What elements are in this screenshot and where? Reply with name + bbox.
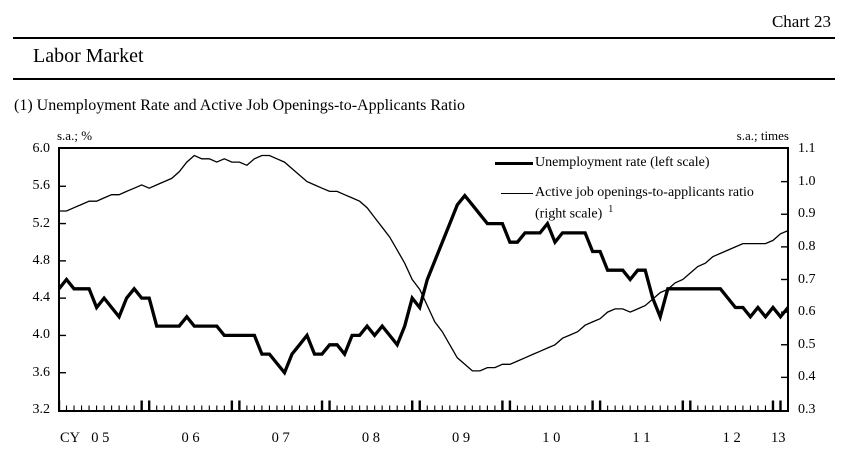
right-axis-tick-label: 0.9 (798, 206, 816, 222)
legend (495, 154, 754, 236)
right-axis-tick-label: 0.4 (798, 369, 816, 385)
x-axis-prefix: CY (60, 430, 81, 446)
left-axis-tick-label: 3.2 (32, 402, 50, 417)
thin-line-swatch (501, 193, 533, 194)
chart-number: Chart 23 (771, 12, 831, 31)
x-axis-year-label: 13 (770, 430, 786, 446)
right-axis-tick-label: 0.7 (798, 271, 816, 287)
page-title: Labor Market (33, 45, 144, 67)
right-axis-tick-label: 0.6 (798, 304, 816, 320)
right-axis-tick-label: 0.5 (798, 336, 816, 352)
x-axis-year-label: 0 5 (91, 430, 110, 446)
x-axis-year-label: 1 2 (722, 430, 741, 446)
legend-label-ratio-line2: (right scale) (535, 206, 603, 222)
left-axis-unit-label: s.a.; % (57, 128, 93, 143)
legend-label-ratio-line1: Active job openings-to-applicants ratio (535, 185, 754, 200)
x-axis-year-label: 0 9 (452, 430, 471, 446)
right-axis-tick-label: 1.0 (798, 173, 816, 189)
panel-subtitle: (1) Unemployment Rate and Active Job Openings-to-Applicants Ratio (14, 97, 466, 114)
left-axis-tick-label: 4.4 (32, 290, 50, 306)
left-axis-tick-label: 3.6 (32, 364, 50, 380)
legend-item-ratio (495, 184, 754, 223)
x-axis-year-label: 0 6 (181, 430, 200, 446)
right-axis-tick-label: 0.8 (798, 238, 816, 254)
thick-line-swatch (495, 162, 533, 165)
left-axis-tick-label: 5.2 (32, 215, 50, 231)
x-axis-year-label: 0 8 (361, 430, 380, 446)
right-axis-unit-label: s.a.; times (736, 128, 789, 143)
x-axis-year-label: 1 1 (632, 430, 651, 446)
header-rule-top (13, 37, 835, 39)
right-axis-tick-label: 1.1 (798, 141, 816, 156)
x-axis-year-label: 0 7 (271, 430, 290, 446)
left-axis-tick-label: 4.8 (32, 252, 50, 268)
plot-area (58, 147, 789, 412)
legend-label-unemployment: Unemployment rate (left scale) (535, 155, 710, 170)
legend-item-unemployment (495, 154, 754, 171)
right-axis-tick-label: 0.3 (798, 402, 816, 417)
left-axis-tick-label: 5.6 (32, 178, 50, 194)
header-rule-bottom (13, 78, 835, 80)
legend-label-ratio (535, 184, 754, 223)
left-axis-tick-label: 6.0 (32, 141, 50, 156)
footnote-marker: 1 (608, 204, 614, 215)
x-axis-year-label: 1 0 (542, 430, 561, 446)
left-axis-tick-label: 4.0 (32, 327, 50, 343)
